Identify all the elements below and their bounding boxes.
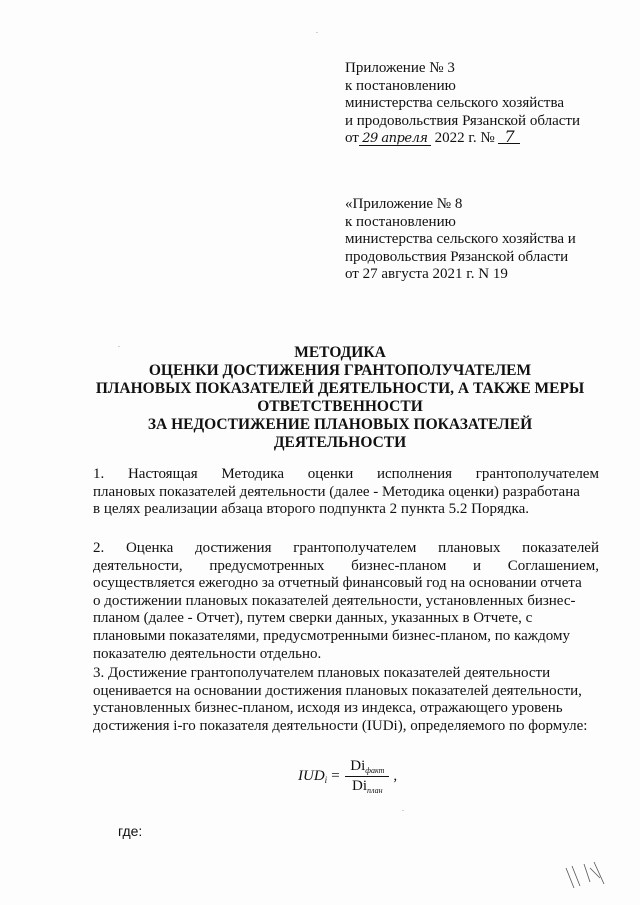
paragraph-line (93, 575, 599, 593)
paragraph-line (93, 593, 599, 611)
document-title (60, 344, 620, 452)
formula-lhs: $IUD_i$ (298, 768, 328, 785)
handwritten-date: 29 апреля (359, 132, 431, 146)
paragraph-line (93, 665, 599, 683)
scan-speck-left: · (118, 344, 120, 351)
appendix-current-line1: Приложение № 3 (345, 60, 455, 76)
paragraph-text: 1. (93, 466, 105, 482)
appendix-previous-line4: продовольствия Рязанской области (345, 248, 569, 265)
appendix-previous-line1: «Приложение № 8 (345, 196, 463, 212)
paragraph-text: в целях реализации абзаца второго подпункта 2 пункта 5.2 Порядка. (93, 501, 530, 518)
paragraph-line (93, 501, 599, 519)
paragraph-text: 3. Достижение грантополучателем плановых показателей деятельности (93, 665, 551, 681)
paragraph-1 (93, 466, 599, 519)
paragraph-3 (93, 665, 599, 735)
paragraph-line (93, 683, 599, 701)
title-line1: МЕТОДИКА (294, 344, 386, 361)
appendix-current-line3: министерства сельского хозяйства (345, 95, 565, 111)
formula-numerator: $Di_{факт}$ (350, 758, 385, 775)
title-line5: ЗА НЕДОСТИЖЕНИЕ ПЛАНОВЫХ ПОКАЗАТЕЛЕЙ (147, 416, 533, 433)
paragraph-line (93, 540, 599, 558)
paragraph-text: оценки (307, 466, 354, 482)
appendix-current-header (345, 60, 580, 148)
title-line4: ОТВЕТСТВЕННОСТИ (257, 398, 423, 415)
paragraph-text: оценивается на основании достижения плановых показателей деятельности, (93, 682, 582, 699)
formula-fraction (345, 758, 389, 795)
handwritten-number: 7 (498, 130, 520, 144)
appendix-current-date-line (345, 127, 580, 148)
paragraph-text: достижения (194, 540, 272, 556)
date-suffix: 2022 г. № (434, 130, 495, 146)
paragraph-line (93, 558, 599, 576)
paragraph-text: предусмотренных (209, 557, 325, 574)
paragraph-text: 2. (93, 540, 105, 556)
date-prefix: от (345, 130, 359, 146)
appendix-previous-header (345, 196, 576, 284)
paragraph-text: Соглашением, (507, 557, 599, 574)
title-line2: ОЦЕНКИ ДОСТИЖЕНИЯ ГРАНТОПОЛУЧАТЕЛЕМ (148, 362, 532, 379)
appendix-current-line2: к постановлению (345, 77, 456, 94)
paragraph-text: Настоящая (127, 466, 198, 482)
title-line6: ДЕЯТЕЛЬНОСТИ (273, 434, 407, 451)
paragraph-text: грантополучателем (475, 466, 599, 482)
paragraph-text: планом (далее - Отчет), путем сверки данных, указанных в Отчете, с (93, 610, 533, 627)
paragraph-text: плановых (438, 540, 501, 556)
appendix-current-line4: и продовольствия Рязанской области (345, 112, 580, 129)
formula-equals: = (330, 768, 341, 784)
appendix-previous-line3: министерства сельского хозяйства и (345, 231, 576, 247)
paragraph-text: о достижении плановых показателей деятельности, установленных бизнес- (93, 592, 576, 609)
title-line3: ПЛАНОВЫХ ПОКАЗАТЕЛЕЙ ДЕЯТЕЛЬНОСТИ, А ТАКЖЕ МЕРЫ (95, 380, 585, 397)
paragraph-text: осуществляется ежегодно за отчетный финансовый год на основании отчета (93, 575, 582, 592)
paragraph-line (93, 610, 599, 628)
paragraph-line (93, 466, 599, 484)
paragraph-text: установленных бизнес-планом, исходя из индекса, отражающего уровень (93, 700, 563, 717)
paragraph-text: достижения i-го показателя деятельности (IUDi), определяемого по формуле: (93, 717, 588, 734)
formula-trailing-comma: , (393, 768, 398, 784)
scan-speck-top: · (316, 30, 318, 37)
paragraph-line (93, 628, 599, 646)
appendix-previous-line2: к постановлению (345, 213, 456, 230)
paragraph-text: грантополучателем (293, 540, 417, 556)
paragraph-line (93, 484, 599, 502)
where-label: где: (118, 823, 143, 839)
paragraph-text: и (473, 557, 482, 574)
paragraph-line (93, 718, 599, 736)
fraction-bar (345, 776, 389, 777)
paragraph-text: Методика (221, 466, 284, 482)
paragraph-text: деятельности, (93, 557, 183, 574)
paragraph-text: бизнес-планом (351, 557, 447, 574)
appendix-previous-line5: от 27 августа 2021 г. N 19 (345, 266, 508, 282)
paragraph-text: показателей (522, 540, 599, 556)
paragraph-text: плановыми показателями, предусмотренными бизнес-планом, по каждому (93, 627, 570, 644)
paragraph-text: показателю деятельности отдельно. (93, 645, 322, 662)
paragraph-text: плановых показателей деятельности (далее - Методика оценки) разработана (93, 483, 580, 500)
margin-pencil-mark (560, 858, 610, 894)
paragraph-text: исполнения (376, 466, 453, 482)
paragraph-line (93, 646, 599, 664)
paragraph-text: Оценка (125, 540, 174, 556)
formula-denominator: $Di_{план}$ (352, 778, 383, 795)
paragraph-line (93, 700, 599, 718)
paragraph-2 (93, 540, 599, 663)
scan-speck-right: · (402, 808, 404, 815)
formula (298, 758, 397, 795)
